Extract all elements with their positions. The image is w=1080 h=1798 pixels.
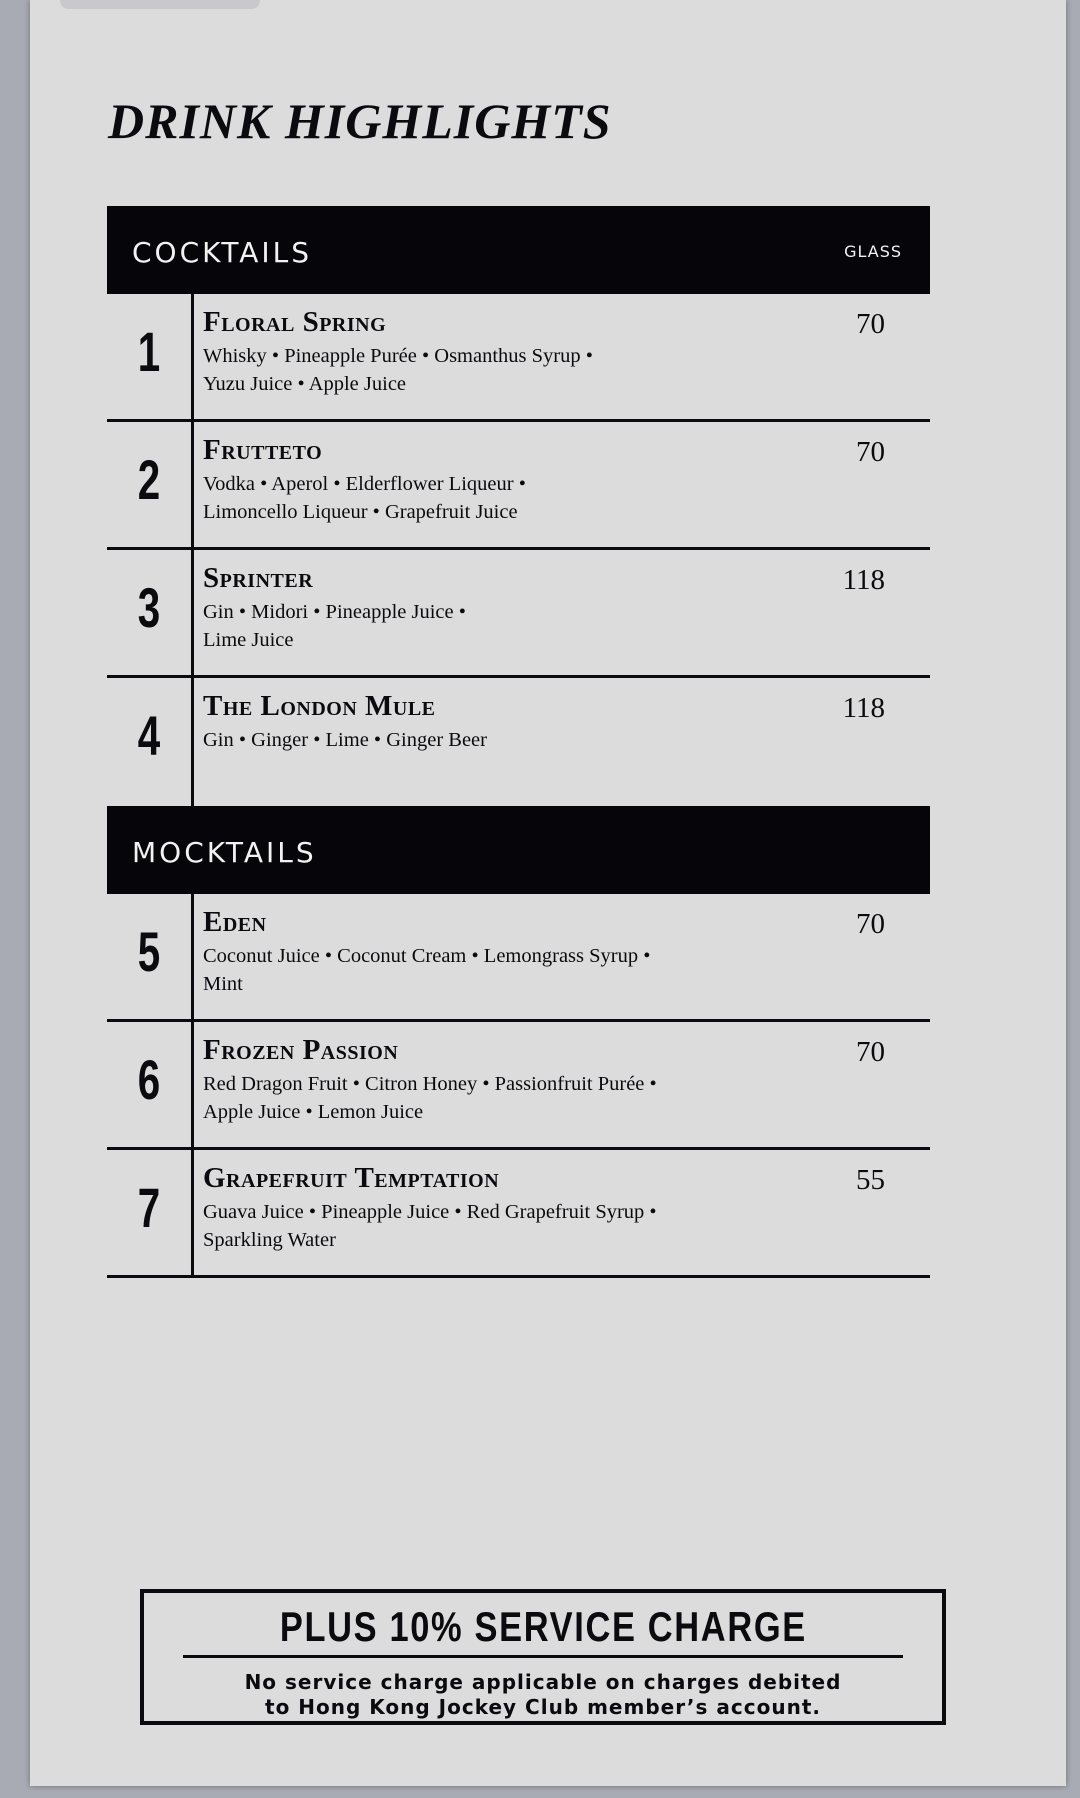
item-description-line: Gin • Midori • Pineapple Juice •	[203, 601, 466, 623]
item-description-line: Limoncello Liqueur • Grapefruit Juice	[203, 501, 518, 523]
item-price: 118	[842, 692, 885, 724]
item-price: 70	[856, 308, 885, 340]
item-name: Frutteto	[203, 434, 323, 466]
divider	[191, 550, 194, 675]
item-name: Eden	[203, 906, 267, 938]
menu-item	[107, 1022, 930, 1150]
item-number: 6	[137, 1048, 161, 1111]
notice-title: PLUS 10% SERVICE CHARGE	[279, 1603, 807, 1650]
section-title: MOCKTAILS	[132, 836, 317, 869]
item-description-line: Yuzu Juice • Apple Juice	[203, 373, 407, 395]
item-number: 3	[137, 576, 161, 639]
item-number: 2	[137, 448, 161, 511]
divider	[191, 678, 194, 806]
divider	[191, 1022, 194, 1147]
item-price: 118	[842, 564, 885, 596]
menu-item	[107, 550, 930, 678]
section-header-cocktails	[107, 206, 930, 294]
section-title: COCKTAILS	[132, 236, 313, 269]
divider	[191, 294, 194, 419]
divider	[191, 1150, 194, 1275]
item-description-line: Apple Juice • Lemon Juice	[203, 1101, 424, 1123]
item-description-line: Vodka • Aperol • Elderflower Liqueur •	[203, 473, 526, 495]
service-charge-notice	[140, 1589, 946, 1725]
item-description	[203, 1070, 723, 1126]
top-tab-edge	[60, 0, 260, 9]
item-price: 70	[856, 908, 885, 940]
item-description-line: Gin • Ginger • Lime • Ginger Beer	[203, 729, 487, 751]
notice-divider	[183, 1655, 903, 1658]
item-description-line: Coconut Juice • Coconut Cream • Lemongrass Syrup •	[203, 945, 651, 967]
item-price: 70	[856, 436, 885, 468]
item-description	[203, 942, 723, 998]
menu-item	[107, 294, 930, 422]
item-price: 70	[856, 1036, 885, 1068]
item-description	[203, 470, 723, 526]
item-description-line: Sparkling Water	[203, 1229, 336, 1251]
item-number: 5	[137, 920, 161, 983]
item-description	[203, 598, 723, 654]
item-name: Grapefruit Temptation	[203, 1162, 500, 1194]
item-name: The London Mule	[203, 690, 436, 722]
menu-item	[107, 678, 930, 806]
item-description-line: Red Dragon Fruit • Citron Honey • Passionfruit Purée •	[203, 1073, 657, 1095]
notice-line: to Hong Kong Jockey Club member’s account.	[265, 1695, 821, 1719]
item-description-line: Guava Juice • Pineapple Juice • Red Grapefruit Syrup •	[203, 1201, 657, 1223]
menu-item	[107, 1150, 930, 1278]
item-name: Frozen Passion	[203, 1034, 399, 1066]
section-header-mocktails	[107, 806, 930, 894]
divider	[191, 894, 194, 1019]
item-name: Sprinter	[203, 562, 314, 594]
item-name: Floral Spring	[203, 306, 387, 338]
menu-item	[107, 422, 930, 550]
menu-item	[107, 894, 930, 1022]
item-description	[203, 726, 723, 754]
divider	[191, 422, 194, 547]
item-number: 4	[137, 704, 161, 767]
item-description	[203, 1198, 723, 1254]
page-title: DRINK HIGHLIGHTS	[108, 93, 612, 149]
drinks-menu	[107, 206, 930, 1278]
item-description-line: Whisky • Pineapple Purée • Osmanthus Syrup •	[203, 345, 593, 367]
price-column-label: GLASS	[844, 242, 902, 261]
item-price: 55	[856, 1164, 885, 1196]
item-description-line: Lime Juice	[203, 629, 294, 651]
item-description	[203, 342, 723, 398]
notice-line: No service charge applicable on charges debited	[244, 1670, 842, 1694]
item-number: 1	[137, 320, 161, 383]
item-description-line: Mint	[203, 973, 243, 995]
notice-text	[144, 1670, 942, 1720]
item-number: 7	[137, 1176, 161, 1239]
